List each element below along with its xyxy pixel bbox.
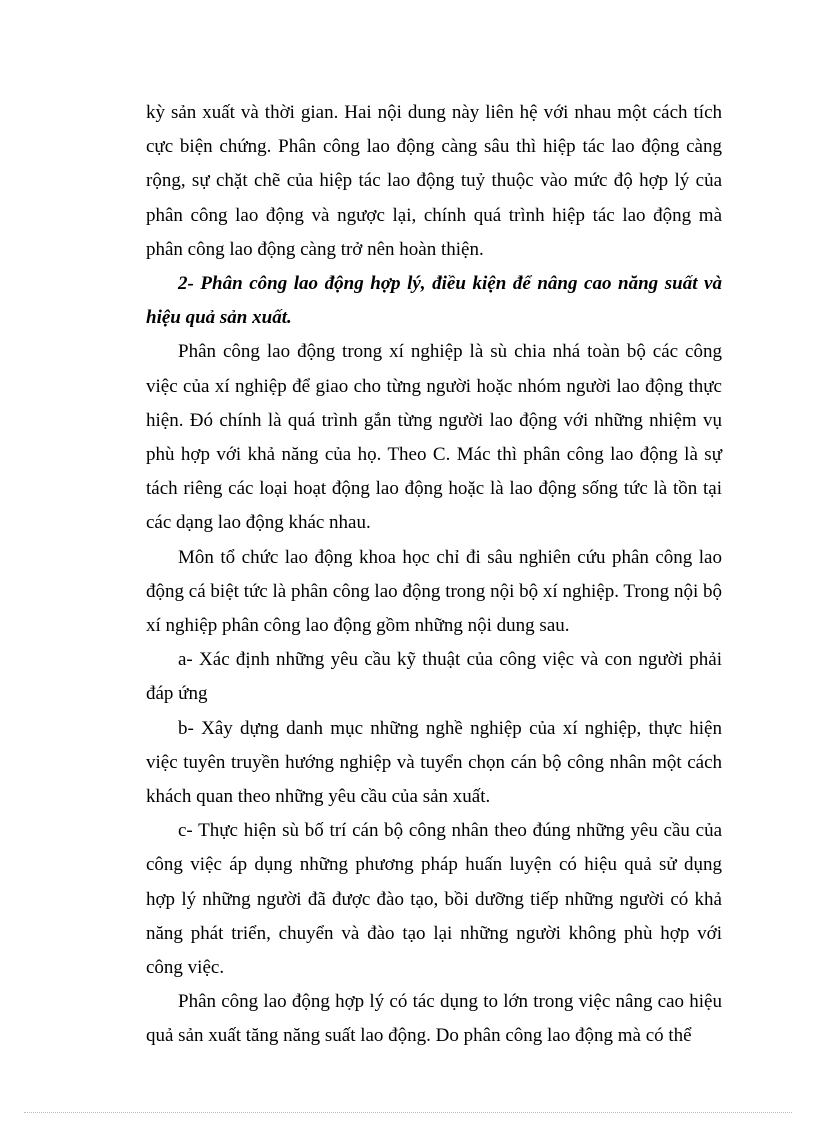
- paragraph-continuation: kỳ sản xuất và thời gian. Hai nội dung này liên hệ với nhau một cách tích cực biện chứng. Phân công lao động càng sâu thì hiệp tác lao động càng rộng, sự chặt chẽ của hiệp tác lao động tuỷ thuộc vào mức độ hợp lý của phân công lao động và ngược lại, chính quá trình hiệp tác lao động mà phân công lao động càng trở nên hoàn thiện.: [146, 102, 722, 260]
- section-heading: 2- Phân công lao động hợp lý, điều kiện để nâng cao năng suất và hiệu quả sản xuất.: [146, 273, 722, 329]
- page-bottom-divider: [24, 1112, 792, 1113]
- paragraph-scope: Môn tổ chức lao động khoa học chỉ đi sâu nghiên cứu phân công lao động cá biệt tức là phân công lao động trong nội bộ xí nghiệp. Trong nội bộ xí nghiệp phân công lao động gồm những nội dung sau.: [146, 546, 722, 637]
- list-item-a: a- Xác định những yêu cầu kỹ thuật của công việc và con người phải đáp ứng: [146, 649, 722, 705]
- list-item-c: c- Thực hiện sù bố trí cán bộ công nhân theo đúng những yêu cầu của công việc áp dụng những phương pháp huấn luyện có hiệu quả sử dụng hợp lý những người đã được đào tạo, bồi dưỡng tiếp những người có khả năng phát triển, chuyển và đào tạo lại những người không phù hợp với công việc.: [146, 820, 722, 979]
- list-item-b: b- Xây dựng danh mục những nghề nghiệp của xí nghiệp, thực hiện việc tuyên truyền hướng nghiệp và tuyển chọn cán bộ công nhân một cách khách quan theo những yêu cầu của sản xuất.: [146, 717, 722, 808]
- paragraph-definition: Phân công lao động trong xí nghiệp là sù chia nhá toàn bộ các công việc của xí nghiệp để giao cho từng người hoặc nhóm người lao động thực hiện. Đó chính là quá trình gắn từng người lao động với những nhiệm vụ phù hợp với khả năng của họ. Theo C. Mác thì phân công lao động là sự tách riêng các loại hoạt động lao động hoặc là lao động sống tức là tồn tại các dạng lao động khác nhau.: [146, 341, 722, 534]
- document-body: [146, 96, 722, 1054]
- paragraph-effect: Phân công lao động hợp lý có tác dụng to lớn trong việc nâng cao hiệu quả sản xuất tăng năng suất lao động. Do phân công lao động mà có thể: [146, 991, 722, 1047]
